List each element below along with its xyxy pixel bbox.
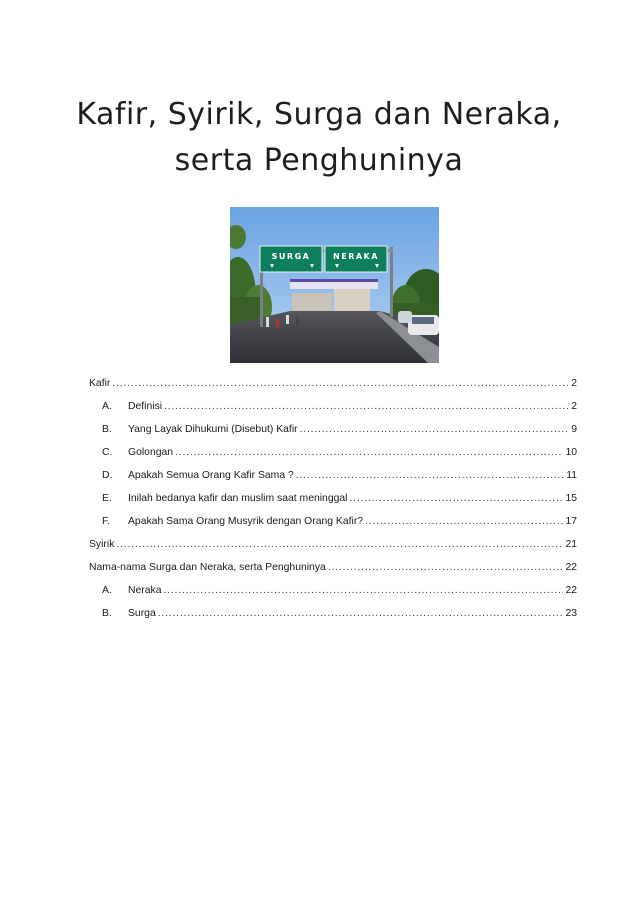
toc-page-number: 22 bbox=[565, 585, 577, 596]
toc-page-number: 17 bbox=[565, 516, 577, 527]
toc-leader bbox=[349, 493, 563, 504]
toc-leader bbox=[164, 401, 569, 412]
toc-entry-apakah-semua[interactable] bbox=[102, 470, 577, 484]
toc-leader bbox=[175, 447, 563, 458]
toc-label: Inilah bedanya kafir dan muslim saat meninggal bbox=[128, 493, 348, 504]
toc-entry-golongan[interactable] bbox=[102, 447, 577, 461]
toc-label: Syirik bbox=[89, 539, 115, 550]
toc-leader bbox=[300, 424, 570, 435]
toc-leader bbox=[164, 585, 564, 596]
toc-entry-definisi[interactable] bbox=[102, 401, 577, 415]
toc-entry-yang-layak[interactable] bbox=[102, 424, 577, 438]
toc-leader bbox=[158, 608, 564, 619]
cover-image bbox=[230, 207, 439, 363]
sign-neraka-label: NERAKA bbox=[333, 252, 379, 261]
toc-letter: B. bbox=[102, 608, 112, 619]
toc-page-number: 22 bbox=[565, 562, 577, 573]
toc-letter: A. bbox=[102, 585, 112, 596]
toc-label: Golongan bbox=[128, 447, 174, 458]
toc-label: Definisi bbox=[128, 401, 163, 412]
toc-leader bbox=[116, 539, 563, 550]
toc-page-number: 15 bbox=[565, 493, 577, 504]
toc-label: Nama-nama Surga dan Neraka, serta Penghuninya bbox=[89, 562, 326, 573]
toc-leader bbox=[112, 378, 569, 389]
toc-page-number: 9 bbox=[571, 424, 577, 435]
title-line-1: Kafir, Syirik, Surga dan Neraka, bbox=[76, 97, 562, 132]
toc-entry-syirik[interactable] bbox=[89, 539, 577, 553]
toc-leader bbox=[296, 470, 564, 481]
toc-leader bbox=[328, 562, 564, 573]
toc-letter: A. bbox=[102, 401, 112, 412]
sign-surga-label: SURGA bbox=[271, 252, 311, 261]
toc-letter: D. bbox=[102, 470, 113, 481]
toc-label: Yang Layak Dihukumi (Disebut) Kafir bbox=[128, 424, 298, 435]
toc-page-number: 2 bbox=[571, 401, 577, 412]
toc-letter: F. bbox=[102, 516, 111, 527]
toc-page-number: 21 bbox=[565, 539, 577, 550]
toc-page-number: 23 bbox=[565, 608, 577, 619]
toc-entry-nama-nama[interactable] bbox=[89, 562, 577, 576]
toc-label: Apakah Sama Orang Musyrik dengan Orang Kafir? bbox=[128, 516, 364, 527]
toc-entry-kafir[interactable] bbox=[89, 378, 577, 392]
buildings bbox=[292, 293, 332, 311]
toc-entry-neraka[interactable] bbox=[102, 585, 577, 599]
toc-page-number: 10 bbox=[565, 447, 577, 458]
toc-letter: C. bbox=[102, 447, 113, 458]
cover-photo bbox=[230, 207, 439, 363]
document-title bbox=[0, 92, 638, 184]
sign-pole-right bbox=[390, 247, 393, 317]
title-line-2: serta Penghuninya bbox=[174, 143, 464, 178]
toc-entry-surga[interactable] bbox=[102, 608, 577, 622]
toc-page-number: 2 bbox=[571, 378, 577, 389]
toc-letter: E. bbox=[102, 493, 112, 504]
toc-label: Kafir bbox=[89, 378, 111, 389]
toc-label: Neraka bbox=[128, 585, 162, 596]
toc-leader bbox=[365, 516, 563, 527]
toc-entry-apakah-sama[interactable] bbox=[102, 516, 577, 530]
toc-entry-inilah-bedanya[interactable] bbox=[102, 493, 577, 507]
toc-label: Surga bbox=[128, 608, 156, 619]
toc-label: Apakah Semua Orang Kafir Sama ? bbox=[128, 470, 294, 481]
toc-letter: B. bbox=[102, 424, 112, 435]
toc-page-number: 11 bbox=[566, 470, 577, 481]
